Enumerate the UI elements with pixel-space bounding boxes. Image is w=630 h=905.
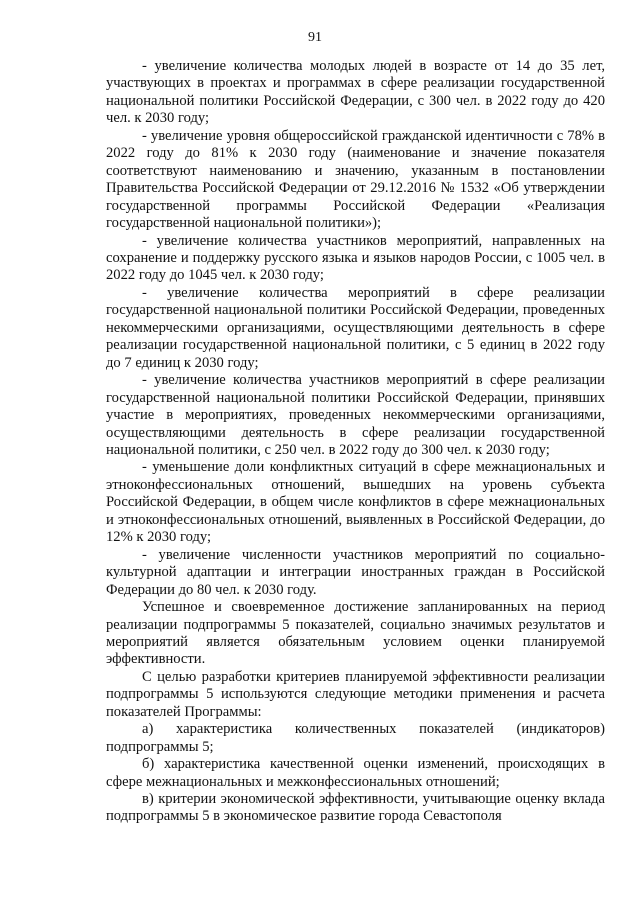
paragraph-young-people-indicator: - увеличение количества молодых людей в возрасте от 14 до 35 лет, участвующих в проектах и программах в сфере реализации государственной национальной политики Российской Федерации, с 300 чел. в 2022 году до 420 чел. к 2030 году; bbox=[106, 58, 605, 127]
paragraph-methods-intro: С целью разработки критериев планируемой эффективности реализации подпрограммы 5 используются следующие методики применения и расчета показателей Программы: bbox=[106, 668, 605, 720]
list-item-b: б) характеристика качественной оценки изменений, происходящих в сфере межнациональных и межконфессиональных отношений; bbox=[106, 756, 605, 790]
page-number: 91 bbox=[308, 30, 322, 45]
list-item-a: а) характеристика количественных показателей (индикаторов) подпрограммы 5; bbox=[106, 721, 605, 755]
paragraph-russian-language-indicator: - увеличение количества участников мероприятий, направленных на сохранение и поддержку русского языка и языков народов России, с 1005 чел. в 2022 году до 1045 чел. к 2030 году; bbox=[106, 232, 605, 284]
paragraph-efficiency-condition: Успешное и своевременное достижение запланированных на период реализации подпрограммы 5 показателей, социально значимых результатов и мероприятий является обязательным условием оценки планируемой эффективности. bbox=[106, 599, 605, 668]
list-item-c: в) критерии экономической эффективности, учитывающие оценку вклада подпрограммы 5 в экономическое развитие города Севастополя bbox=[106, 791, 605, 825]
paragraph-nko-participants-indicator: - увеличение количества участников мероприятий в сфере реализации государственной национальной политики Российской Федерации, принявших участие в мероприятиях, проведенных некоммерческими организациями, осуществляющими деятельность в сфере реализации государственной национальной политики, с 250 чел. в 2022 году до 300 чел. к 2030 году; bbox=[106, 372, 605, 458]
paragraph-civic-identity-indicator: - увеличение уровня общероссийской гражданской идентичности с 78% в 2022 году до 81% к 2030 году (наименование и значение показателя соответствуют наименованию и значению, указанным в постановлении Правительства Российской Федерации от 29.12.2016 № 1532 «Об утверждении государственной программы Российской Федерации «Реализация государственной национальной политики»); bbox=[106, 127, 605, 232]
paragraph-nko-events-indicator: - увеличение количества мероприятий в сфере реализации государственной национальной политики Российской Федерации, проведенных некоммерческими организациями, осуществляющими деятельность в сфере реализации государственной национальной политики, с 5 единиц в 2022 году до 7 единиц к 2030 году; bbox=[106, 284, 605, 371]
document-body bbox=[106, 58, 605, 826]
paragraph-conflicts-indicator: - уменьшение доли конфликтных ситуаций в сфере межнациональных и этноконфессиональных отношений, вышедших на уровень субъекта Российской Федерации, в общем числе конфликтов в сфере межнациональных и этноконфессиональных отношений, выявленных в Российской Федерации, до 12% к 2030 году; bbox=[106, 459, 605, 546]
paragraph-migrant-adaptation-indicator: - увеличение численности участников мероприятий по социально-культурной адаптации и интеграции иностранных граждан в Российской Федерации до 80 чел. к 2030 году. bbox=[106, 546, 605, 598]
